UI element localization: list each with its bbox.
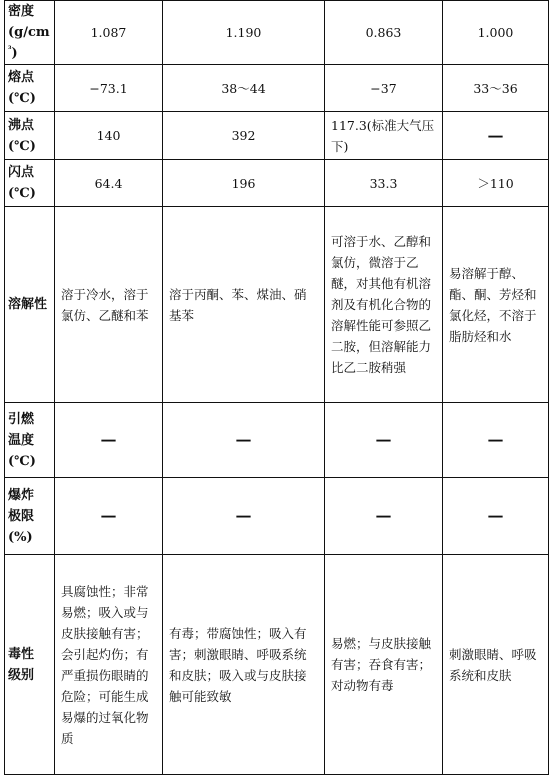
table-row bbox=[5, 160, 549, 207]
cell-flash-1: 64.4 bbox=[55, 160, 163, 207]
row-label-density: 密度 $(g/cm^{^3})$ bbox=[5, 1, 55, 65]
row-label-toxicity: 毒性 级别 bbox=[5, 555, 55, 775]
cell-boiling-2: 392 bbox=[163, 112, 325, 160]
cell-melting-1: −73.1 bbox=[55, 65, 163, 112]
cell-toxicity-3: 易燃；与皮肤接触有害；吞食有害；对动物有毒 bbox=[325, 555, 443, 775]
cell-density-1: 1.087 bbox=[55, 1, 163, 65]
cell-solubility-2: 溶于丙酮、苯、煤油、硝基苯 bbox=[163, 207, 325, 403]
table-row bbox=[5, 555, 549, 775]
cell-explosion-4: — bbox=[443, 478, 549, 555]
cell-boiling-3: 117.3(标准大气压下) bbox=[325, 112, 443, 160]
cell-solubility-4: 易溶解于醇、酯、酮、芳烃和氯化烃，不溶于脂肪烃和水 bbox=[443, 207, 549, 403]
table-row bbox=[5, 1, 549, 65]
table-row bbox=[5, 65, 549, 112]
row-label-explosion-limit: 爆炸 极限 (%) bbox=[5, 478, 55, 555]
cell-toxicity-4: 刺激眼睛、呼吸系统和皮肤 bbox=[443, 555, 549, 775]
cell-density-3: 0.863 bbox=[325, 1, 443, 65]
cell-explosion-2: — bbox=[163, 478, 325, 555]
cell-melting-3: −37 bbox=[325, 65, 443, 112]
table-row bbox=[5, 403, 549, 478]
row-label-melting-point: 熔点 (℃) bbox=[5, 65, 55, 112]
cell-ignition-1: — bbox=[55, 403, 163, 478]
table-row bbox=[5, 112, 549, 160]
cell-ignition-2: — bbox=[163, 403, 325, 478]
cell-flash-4: ＞110 bbox=[443, 160, 549, 207]
cell-boiling-4: — bbox=[443, 112, 549, 160]
cell-density-2: 1.190 bbox=[163, 1, 325, 65]
cell-toxicity-1: 具腐蚀性；非常易燃；吸入或与皮肤接触有害；会引起灼伤；有严重损伤眼睛的危险；可能生成易爆的过氧化物质 bbox=[55, 555, 163, 775]
properties-table bbox=[4, 0, 549, 775]
row-label-flash-point: 闪点 (℃) bbox=[5, 160, 55, 207]
cell-toxicity-2: 有毒；带腐蚀性；吸入有害；刺激眼睛、呼吸系统和皮肤；吸入或与皮肤接触可能致敏 bbox=[163, 555, 325, 775]
cell-flash-3: 33.3 bbox=[325, 160, 443, 207]
table-row bbox=[5, 478, 549, 555]
cell-explosion-1: — bbox=[55, 478, 163, 555]
cell-density-4: 1.000 bbox=[443, 1, 549, 65]
row-label-ignition-temp: 引燃 温度 (℃) bbox=[5, 403, 55, 478]
cell-ignition-3: — bbox=[325, 403, 443, 478]
cell-melting-2: 38～44 bbox=[163, 65, 325, 112]
cell-solubility-3: 可溶于水、乙醇和氯仿，微溶于乙醚，对其他有机溶剂及有机化合物的溶解性能可参照乙二胺，但溶解能力比乙二胺稍强 bbox=[325, 207, 443, 403]
row-label-boiling-point: 沸点 (℃) bbox=[5, 112, 55, 160]
cell-ignition-4: — bbox=[443, 403, 549, 478]
cell-flash-2: 196 bbox=[163, 160, 325, 207]
cell-boiling-1: 140 bbox=[55, 112, 163, 160]
row-label-solubility: 溶解性 bbox=[5, 207, 55, 403]
cell-melting-4: 33～36 bbox=[443, 65, 549, 112]
table-row bbox=[5, 207, 549, 403]
cell-solubility-1: 溶于冷水，溶于氯仿、乙醚和苯 bbox=[55, 207, 163, 403]
cell-explosion-3: — bbox=[325, 478, 443, 555]
